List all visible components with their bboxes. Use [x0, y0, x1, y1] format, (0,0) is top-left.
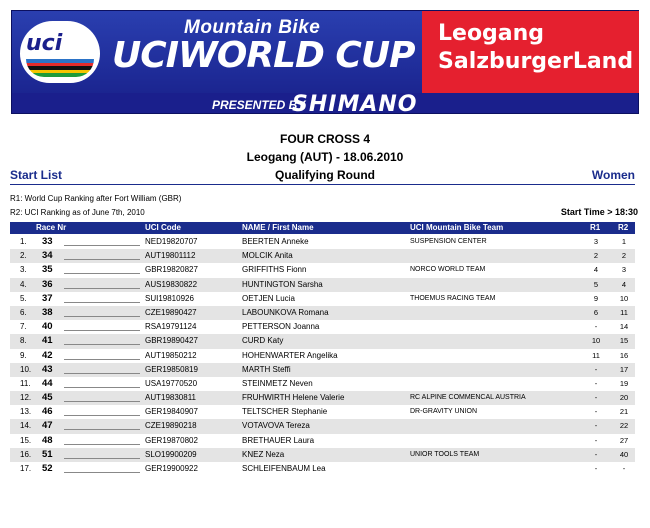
rider-name: OETJEN Lucia — [242, 293, 295, 303]
rank-r2: 3 — [621, 265, 627, 275]
rider-name: KNEZ Neza — [242, 449, 285, 459]
rider-name: VOTAVOVA Tereza — [242, 421, 310, 431]
event-banner — [11, 10, 639, 117]
rider-name: MARTH Steffi — [242, 364, 291, 374]
race-number-underline — [64, 294, 140, 303]
category-label: Women — [591, 168, 635, 182]
rank-r1: - — [594, 421, 598, 431]
rank-r1: 2 — [593, 251, 599, 261]
race-number: 44 — [42, 377, 53, 389]
rider-name: SCHLEIFENBAUM Lea — [242, 464, 326, 473]
race-number: 38 — [42, 306, 53, 318]
header-uci-code: UCI Code — [145, 223, 181, 232]
row-position: 7. — [20, 322, 27, 332]
rank-r2: 1 — [621, 237, 627, 246]
table-row — [10, 263, 635, 277]
rank-r2: 11 — [620, 307, 628, 317]
table-row — [10, 320, 635, 334]
table-row — [10, 334, 635, 348]
header-name: NAME / First Name — [242, 223, 314, 232]
race-number-underline — [64, 393, 140, 402]
row-position: 9. — [20, 350, 27, 360]
row-position: 12. — [20, 393, 32, 403]
team-name: SUSPENSION CENTER — [410, 238, 487, 245]
uci-logo — [20, 21, 100, 83]
venue-line-1: Leogang — [438, 21, 545, 46]
rider-name: LABOUNKOVA Romana — [242, 307, 329, 317]
table-row — [10, 349, 635, 363]
rider-name: CURD Katy — [242, 336, 284, 346]
header-divider — [10, 184, 635, 185]
uci-code: GER19840907 — [145, 407, 198, 417]
uci-code: GBR19890427 — [145, 336, 198, 346]
race-number-underline — [64, 237, 140, 246]
rank-r1: - — [594, 364, 598, 374]
race-number-underline — [64, 265, 140, 274]
uci-code: RSA19791124 — [145, 322, 197, 332]
header-r2: R2 — [618, 223, 629, 232]
rider-name: TELTSCHER Stephanie — [242, 407, 328, 417]
table-row — [10, 448, 635, 462]
row-position: 3. — [20, 265, 27, 275]
event-title: FOUR CROSS 4 — [279, 132, 370, 146]
rank-r2: 14 — [619, 322, 629, 332]
rider-name: PETTERSON Joanna — [242, 322, 320, 332]
rank-r2: 15 — [619, 336, 629, 346]
table-row — [10, 434, 635, 448]
rank-r2: 4 — [621, 279, 627, 289]
uci-code: GER19850819 — [145, 364, 198, 374]
rank-r2: 40 — [619, 449, 629, 459]
rank-r2: 22 — [619, 421, 629, 431]
race-number-underline — [64, 351, 140, 360]
rainbow-stripes-icon — [26, 59, 94, 77]
table-row — [10, 278, 635, 292]
rank-r2: 2 — [621, 251, 627, 261]
race-number-underline — [64, 308, 140, 317]
table-row — [10, 377, 635, 391]
header-r1: R1 — [590, 223, 601, 232]
uci-code: GER19870802 — [145, 435, 198, 445]
race-number-underline — [64, 322, 140, 331]
team-name: NORCO WORLD TEAM — [410, 266, 486, 274]
rider-name: MOLCIK Anita — [242, 251, 293, 261]
rank-r2: 19 — [619, 378, 629, 388]
ranking-note-r2: R2: UCI Ranking as of June 7th, 2010 — [10, 208, 145, 217]
uci-logo-text: uci — [26, 31, 63, 56]
uci-code: SUI19810926 — [145, 293, 194, 303]
uci-code: NED19820707 — [145, 237, 198, 246]
row-position: 5. — [20, 293, 27, 303]
start-list-label: Start List — [10, 168, 63, 182]
location-date: Leogang (AUT) - 18.06.2010 — [246, 150, 404, 164]
row-position: 10. — [20, 364, 32, 374]
rider-name: GRIFFITHS Fionn — [242, 265, 307, 275]
race-number: 42 — [42, 349, 53, 361]
race-number: 47 — [42, 420, 53, 432]
rank-r1: - — [594, 464, 598, 473]
row-position: 15. — [20, 435, 32, 445]
start-time: Start Time > 18:30 — [560, 207, 638, 217]
table-row — [10, 419, 635, 433]
header-race-nr: Race Nr — [36, 223, 67, 232]
table-row — [10, 405, 635, 419]
race-number-underline — [64, 450, 140, 459]
race-number: 35 — [42, 264, 53, 276]
rank-r1: - — [594, 393, 598, 403]
team-name: THOEMUS RACING TEAM — [410, 294, 496, 302]
race-number: 41 — [42, 335, 53, 347]
uci-code: AUT19830811 — [145, 393, 196, 403]
rider-name: BRETHAUER Laura — [242, 435, 315, 445]
ranking-note-r1: R1: World Cup Ranking after Fort William (GBR) — [10, 194, 182, 203]
uci-code: GBR19820827 — [145, 265, 198, 275]
rank-r1: - — [594, 378, 598, 388]
race-number: 37 — [42, 292, 53, 304]
rank-r1: - — [594, 449, 598, 459]
race-number: 52 — [42, 463, 53, 474]
rank-r2: 16 — [619, 350, 629, 360]
table-row — [10, 235, 635, 249]
table-header — [10, 222, 635, 234]
rank-r1: 4 — [593, 265, 599, 275]
race-number-underline — [64, 436, 140, 445]
rank-r1: - — [594, 407, 598, 417]
start-list-table — [10, 235, 635, 476]
round-label: Qualifying Round — [275, 168, 375, 182]
stripe — [26, 73, 94, 77]
sponsor-logo: SHIMANO — [292, 92, 418, 117]
table-row — [10, 363, 635, 377]
uci-code: CZE19890427 — [145, 307, 197, 317]
rank-r2: 21 — [619, 407, 629, 417]
venue-panel — [422, 11, 639, 93]
table-row — [10, 249, 635, 263]
sponsor-strip — [212, 93, 442, 115]
uci-code: SLO19900209 — [145, 449, 197, 459]
rider-name: HUNTINGTON Sarsha — [242, 279, 323, 289]
race-number-underline — [64, 280, 140, 289]
presented-by-label: PRESENTED BY — [212, 98, 306, 112]
rank-r1: 3 — [593, 237, 599, 246]
uci-code: AUT19850212 — [145, 350, 197, 360]
uci-code: USA19770520 — [145, 378, 198, 388]
row-position: 11. — [20, 378, 31, 388]
race-number: 36 — [42, 278, 53, 290]
race-number-underline — [64, 464, 140, 473]
uci-code: CZE19890218 — [145, 421, 197, 431]
rank-r1: - — [594, 435, 598, 445]
row-position: 16. — [20, 449, 32, 459]
uci-code: AUS19830822 — [145, 279, 198, 289]
race-number-underline — [64, 421, 140, 430]
rank-r2: - — [622, 464, 626, 473]
uci-code: GER19900922 — [145, 464, 198, 473]
rank-r2: 27 — [619, 435, 629, 445]
race-number-underline — [64, 251, 140, 260]
rider-name: BEERTEN Anneke — [242, 237, 309, 246]
rank-r1: - — [594, 322, 598, 332]
race-number: 51 — [42, 448, 53, 460]
table-row — [10, 306, 635, 320]
team-name: DR-GRAVITY UNION — [410, 408, 478, 416]
table-row — [10, 292, 635, 306]
race-number: 33 — [42, 236, 53, 247]
race-number: 40 — [42, 321, 53, 333]
row-position: 4. — [20, 279, 27, 289]
row-position: 1. — [20, 237, 27, 246]
row-position: 6. — [20, 307, 27, 317]
rank-r2: 20 — [619, 393, 629, 403]
series-title: UCIWORLD CUP — [112, 35, 415, 76]
team-name: UNIOR TOOLS TEAM — [410, 450, 480, 458]
rank-r1: 6 — [593, 307, 599, 317]
race-number: 43 — [42, 363, 53, 375]
race-number-underline — [64, 336, 140, 345]
race-number: 48 — [42, 434, 53, 446]
race-number-underline — [64, 407, 140, 416]
race-number-underline — [64, 379, 140, 388]
race-number: 45 — [42, 392, 53, 404]
rank-r1: 10 — [591, 336, 601, 346]
rank-r1: 5 — [593, 279, 599, 289]
row-position: 2. — [20, 251, 27, 261]
rider-name: FRUHWIRTH Helene Valerie — [242, 393, 345, 403]
table-row — [10, 462, 635, 476]
rank-r2: 17 — [619, 364, 629, 374]
rank-r1: 9 — [593, 293, 599, 303]
row-position: 14. — [20, 421, 32, 431]
series-subtitle: Mountain Bike — [184, 17, 321, 38]
header-team: UCI Mountain Bike Team — [410, 223, 504, 232]
rider-name: HOHENWARTER Angelika — [242, 350, 338, 360]
rank-r1: 11 — [592, 350, 600, 360]
row-position: 17. — [20, 464, 32, 473]
rider-name: STEINMETZ Neven — [242, 378, 313, 388]
race-number: 34 — [42, 250, 53, 262]
row-position: 13. — [20, 407, 32, 417]
team-name: RC ALPINE COMMENCAL AUSTRIA — [410, 394, 526, 402]
race-number-underline — [64, 365, 140, 374]
race-number: 46 — [42, 406, 53, 418]
table-row — [10, 391, 635, 405]
row-position: 8. — [20, 336, 27, 346]
venue-line-2: SalzburgerLand — [438, 49, 634, 74]
rank-r2: 10 — [619, 293, 629, 303]
uci-code: AUT19801112 — [145, 251, 196, 261]
